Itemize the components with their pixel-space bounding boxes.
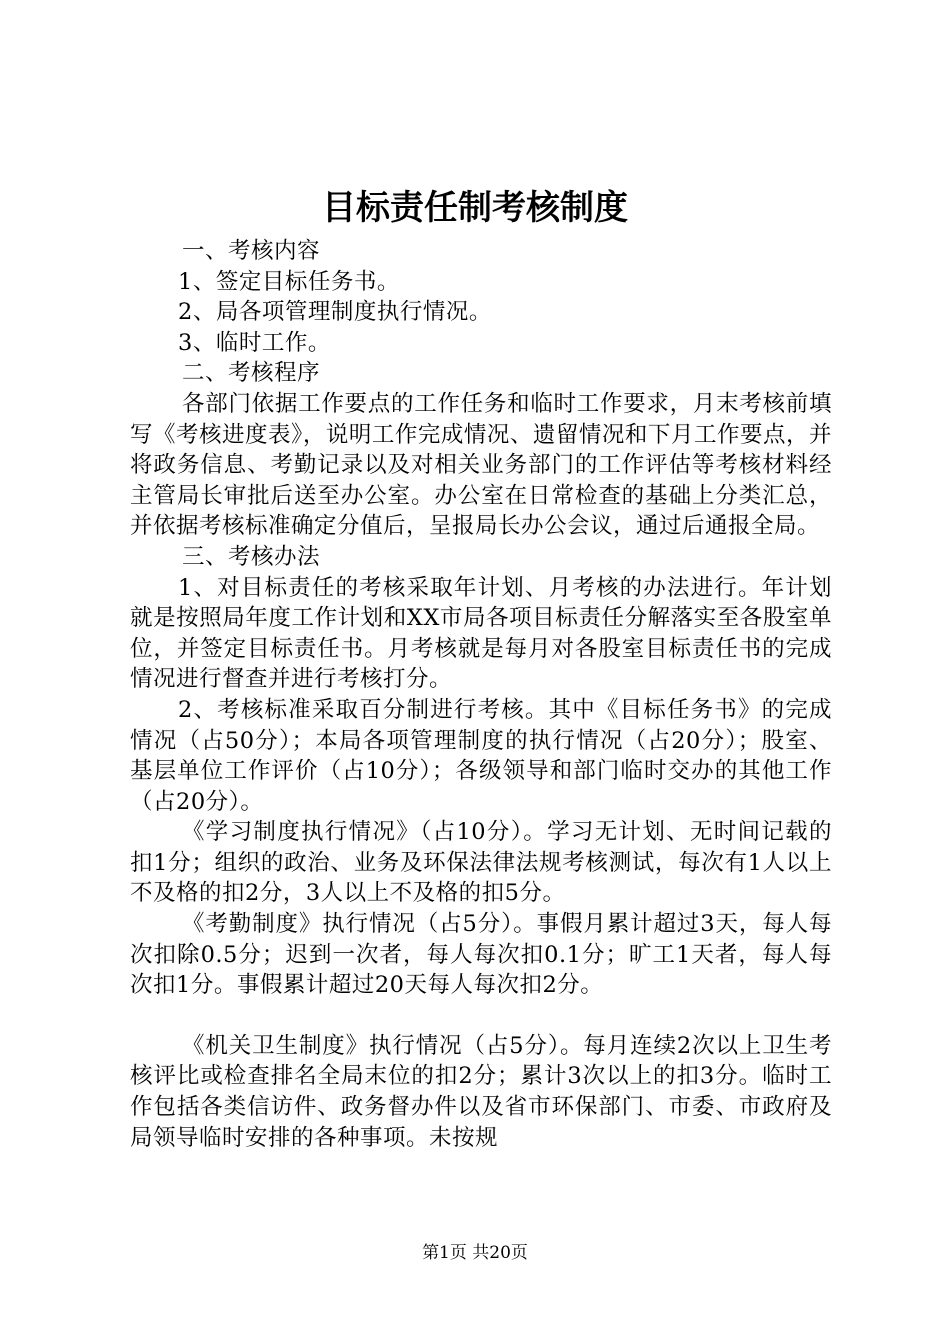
paragraph: 2、考核标准采取百分制进行考核。其中《目标任务书》的完成情况（占50分）；本局各项管理制度的执行情况（占20分）；股室、基层单位工作评价（占10分）；各级领导和部门临时交办的其他工作（占20分）。 <box>130 696 832 815</box>
paragraph: 《学习制度执行情况》（占10分）。学习无计划、无时间记载的扣1分；组织的政治、业务及环保法律法规考核测试，每次有1人以上不及格的扣2分，3人以上不及格的扣5分。 <box>130 819 832 907</box>
paragraph: 各部门依据工作要点的工作任务和临时工作要求，月末考核前填写《考核进度表》，说明工作完成情况、遗留情况和下月工作要点，并将政务信息、考勤记录以及对相关业务部门的工作评估等考核材料经主管局长审批后送至办公室。办公室在日常检查的基础上分类汇总，并依据考核标准确定分值后，呈报局长办公会议，通过后通报全局。 <box>130 390 832 540</box>
paragraph: 《机关卫生制度》执行情况（占5分）。每月连续2次以上卫生考核评比或检查排名全局末位的扣2分；累计3次以上的扣3分。临时工作包括各类信访件、政务督办件以及省市环保部门、市委、市政府及局领导临时安排的各种事项。未按规 <box>130 1032 832 1151</box>
paragraph-gap <box>130 1001 832 1031</box>
list-item: 1、签定目标任务书。 <box>178 268 400 295</box>
page-footer: 第1页 共20页 <box>422 1243 528 1263</box>
list-item: 3、临时工作。 <box>178 329 331 356</box>
section-heading: 一、考核内容 <box>182 238 321 264</box>
paragraph: 1、对目标责任的考核采取年计划、月考核的办法进行。年计划就是按照局年度工作计划和XX市局各项目标责任分解落实至各股室单位，并签定目标责任书。月考核就是每月对各股室目标责任书的完成情况进行督查并进行考核打分。 <box>130 574 832 693</box>
document-title: 目标责任制考核制度 <box>322 188 628 228</box>
section-heading: 三、考核办法 <box>182 543 321 570</box>
document-body <box>130 236 832 1153</box>
section-heading: 二、考核程序 <box>182 360 321 387</box>
paragraph: 《考勤制度》执行情况（占5分）。事假月累计超过3天，每人每次扣除0.5分；迟到一次者，每人每次扣0.1分；旷工1天者，每人每次扣1分。事假累计超过20天每人每次扣2分。 <box>130 911 832 999</box>
list-item: 2、局各项管理制度执行情况。 <box>178 299 492 326</box>
